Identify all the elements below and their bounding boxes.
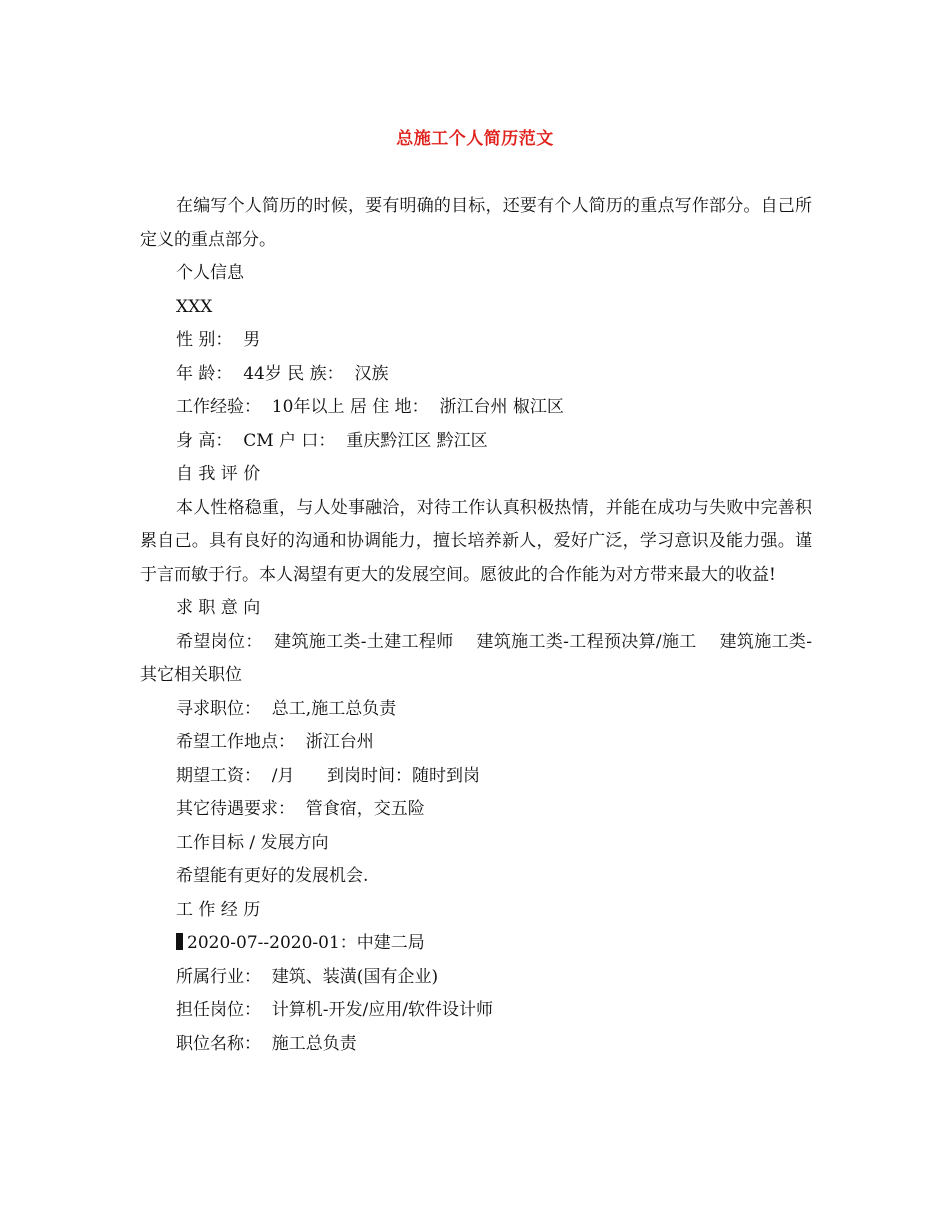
seeking-position-line: 寻求职位： 总工,施工总负责: [176, 698, 397, 719]
intro-paragraph: 在编写个人简历的时候，要有明确的目标，还要有个人简历的重点写作部分。自己所定义的重点部分。: [140, 196, 812, 250]
position-line: 担任岗位： 计算机-开发/应用/软件设计师: [176, 1000, 494, 1020]
industry-line: 所属行业： 建筑、装潢(国有企业): [176, 966, 439, 987]
work-period-text: 2020-07--2020-01：中建二局: [187, 933, 425, 953]
document-body: [140, 190, 812, 1061]
desired-positions-line: 希望岗位： 建筑施工类-土建工程师 建筑施工类-工程预决算/施工 建筑施工类-其它相关职位: [140, 631, 812, 685]
self-evaluation-paragraph: 本人性格稳重，与人处事融洽，对待工作认真积极热情，并能在成功与失败中完善积累自己。具有良好的沟通和协调能力，擅长培养新人，爱好广泛，学习意识及能力强。谨于言而敏于行。本人渴望有更大的发展空间。愿彼此的合作能为对方带来最大的收益!: [140, 497, 812, 585]
age-ethnicity-line: 年 龄： 44岁 民 族： 汉族: [176, 363, 389, 384]
section-heading-job-intent: 求 职 意 向: [176, 598, 261, 618]
height-hukou-line: 身 高： CM 户 口： 重庆黔江区 黔江区: [176, 430, 488, 451]
section-heading-goal: 工作目标 / 发展方向: [176, 832, 329, 853]
section-heading-work-history: 工 作 经 历: [176, 899, 261, 920]
salary-line: 期望工资： /月 到岗时间：随时到岗: [176, 765, 480, 786]
name-line: XXX: [176, 296, 213, 317]
desired-location-line: 希望工作地点： 浙江台州: [176, 732, 374, 752]
goal-line: 希望能有更好的发展机会.: [176, 866, 369, 886]
experience-residence-line: 工作经验： 10年以上 居 住 地： 浙江台州 椒江区: [176, 397, 564, 417]
benefits-line: 其它待遇要求： 管食宿，交五险: [176, 799, 425, 819]
section-heading-self-evaluation: 自 我 评 价: [176, 464, 261, 484]
job-title-line: 职位名称： 施工总负责: [176, 1033, 357, 1054]
bullet-icon: [176, 933, 183, 950]
work-period-line: [140, 927, 812, 961]
gender-line: 性 别： 男: [176, 330, 261, 350]
page-title: 总施工个人简历范文: [396, 129, 554, 149]
section-heading-personal-info: 个人信息: [176, 263, 244, 283]
